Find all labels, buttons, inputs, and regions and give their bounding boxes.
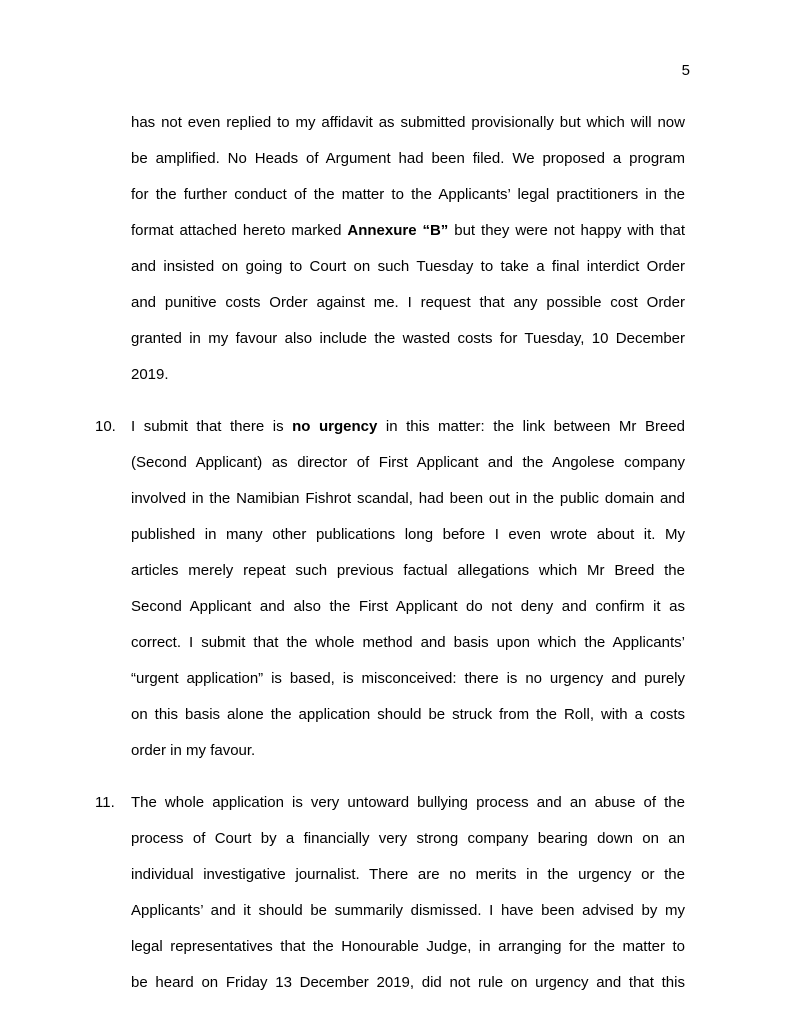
text-line: granted in my favour also include the wasted costs for Tuesday, 10 December <box>131 330 685 347</box>
text-line: be heard on Friday 13 December 2019, did not rule on urgency and that this <box>131 974 685 991</box>
text-line: has not even replied to my affidavit as submitted provisionally but which will now <box>131 114 685 131</box>
text-line: 2019. <box>131 366 169 383</box>
text-line: Second Applicant and also the First Applicant do not deny and confirm it as <box>131 598 685 615</box>
text-line: for the further conduct of the matter to the Applicants’ legal practitioners in the <box>131 186 685 203</box>
text-line: process of Court by a financially very strong company bearing down on an <box>131 830 685 847</box>
annexure-reference: Annexure “B” <box>347 222 449 239</box>
text-line <box>131 418 685 436</box>
text-run: in this matter: the link between Mr Breed <box>377 418 685 435</box>
text-line <box>131 222 685 240</box>
text-line: correct. I submit that the whole method and basis upon which the Applicants’ <box>131 634 685 651</box>
emphasis-no-urgency: no urgency <box>292 418 378 435</box>
text-line: The whole application is very untoward bullying process and an abuse of the <box>131 794 685 811</box>
text-line: be amplified. No Heads of Argument had been filed. We proposed a program <box>131 150 685 167</box>
text-line: published in many other publications long before I even wrote about it. My <box>131 526 685 543</box>
page-number: 5 <box>681 62 690 79</box>
text-line: involved in the Namibian Fishrot scandal, had been out in the public domain and <box>131 490 685 507</box>
text-line: legal representatives that the Honourable Judge, in arranging for the matter to <box>131 938 685 955</box>
text-line: (Second Applicant) as director of First Applicant and the Angolese company <box>131 454 685 471</box>
text-line: order in my favour. <box>131 742 256 759</box>
text-run: I submit that there is <box>131 418 293 435</box>
text-line: “urgent application” is based, is misconceived: there is no urgency and purely <box>131 670 685 687</box>
text-line: Applicants’ and it should be summarily dismissed. I have been advised by my <box>131 902 685 919</box>
text-run: but they were not happy with that <box>448 222 685 239</box>
paragraph-number: 10. <box>95 418 116 435</box>
text-line: and insisted on going to Court on such Tuesday to take a final interdict Order <box>131 258 685 275</box>
text-line: articles merely repeat such previous factual allegations which Mr Breed the <box>131 562 685 579</box>
paragraph-number: 11. <box>95 794 115 811</box>
text-line: individual investigative journalist. There are no merits in the urgency or the <box>131 866 685 883</box>
text-line: and punitive costs Order against me. I request that any possible cost Order <box>131 294 685 311</box>
text-run: format attached hereto marked <box>131 222 348 239</box>
text-line: on this basis alone the application should be struck from the Roll, with a costs <box>131 706 685 723</box>
